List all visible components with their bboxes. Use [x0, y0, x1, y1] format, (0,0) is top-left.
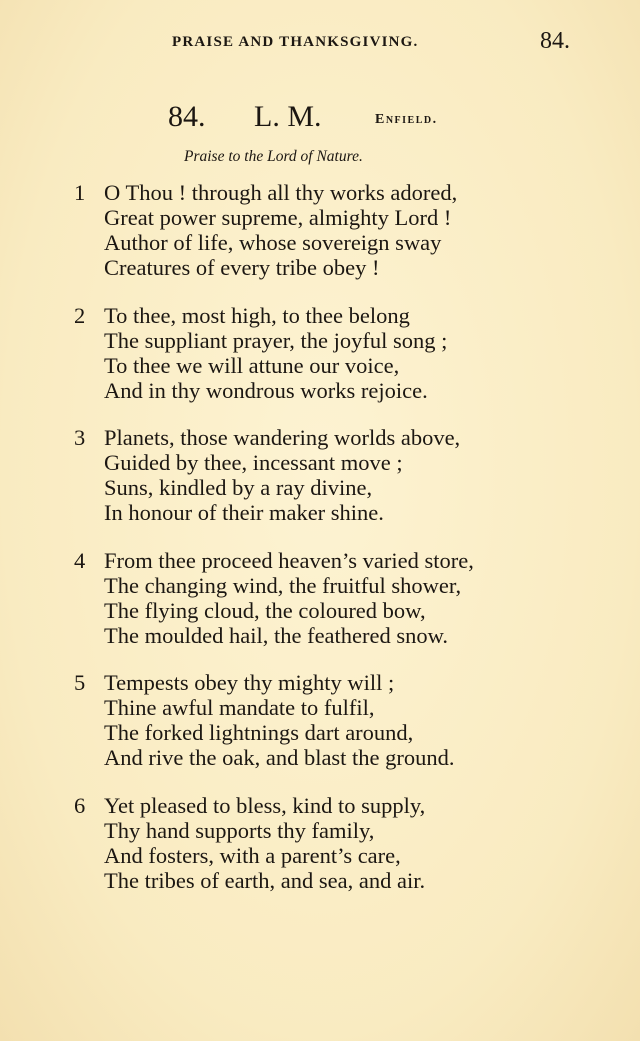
verse-line: Yet pleased to bless, kind to supply, [104, 792, 426, 818]
verse-line: Suns, kindled by a ray divine, [104, 475, 373, 500]
hymn-meter: L. M. [254, 100, 322, 133]
verse-line: And rive the oak, and blast the ground. [104, 745, 455, 770]
verse-number: 4 [74, 547, 86, 573]
verse-line: And fosters, with a parent’s care, [104, 842, 401, 868]
hymn-subtitle: Praise to the Lord of Nature. [184, 148, 363, 165]
verse-line: O Thou ! through all thy works adored, [104, 180, 458, 205]
verse-line: The changing wind, the fruitful shower, [104, 572, 462, 598]
verse-6 [0, 793, 640, 893]
verse-line: Thy hand supports thy family, [104, 817, 375, 843]
verse-line: The forked lightnings dart around, [104, 720, 414, 745]
hymn-number: 84. [168, 100, 206, 133]
verse-5 [0, 670, 640, 770]
verse-number: 6 [74, 792, 86, 818]
verse-line: From thee proceed heaven’s varied store, [104, 547, 474, 573]
verse-number: 3 [74, 425, 86, 450]
verse-line: To thee we will attune our voice, [104, 352, 400, 378]
verse-line: Planets, those wandering worlds above, [104, 425, 461, 450]
verse-line: Creatures of every tribe obey ! [104, 255, 380, 280]
hymn-header [168, 100, 588, 140]
verse-3 [0, 425, 640, 525]
verse-number: 2 [74, 302, 86, 328]
verse-line: The moulded hail, the feathered snow. [104, 622, 449, 648]
verse-4 [0, 548, 640, 648]
verse-line: Tempests obey thy mighty will ; [104, 670, 395, 695]
running-head-title: PRAISE AND THANKSGIVING. [172, 34, 419, 50]
verse-line: To thee, most high, to thee belong [104, 302, 410, 328]
verse-number: 5 [74, 670, 86, 695]
verse-line: The tribes of earth, and sea, and air. [104, 867, 426, 893]
tune-name: Enfield. [375, 112, 438, 127]
verse-line: The flying cloud, the coloured bow, [104, 597, 426, 623]
page-number: 84. [540, 28, 570, 54]
verse-1 [0, 180, 640, 280]
verse-line: Thine awful mandate to fulfil, [104, 695, 375, 720]
verse-line: Guided by thee, incessant move ; [104, 450, 403, 475]
verse-number: 1 [74, 180, 86, 205]
verse-line: In honour of their maker shine. [104, 500, 384, 525]
verse-line: The suppliant prayer, the joyful song ; [104, 327, 448, 353]
verses [0, 180, 640, 915]
verse-2 [0, 303, 640, 403]
verse-line: And in thy wondrous works rejoice. [104, 377, 428, 403]
verse-line: Author of life, whose sovereign sway [104, 230, 442, 255]
verse-line: Great power supreme, almighty Lord ! [104, 205, 452, 230]
